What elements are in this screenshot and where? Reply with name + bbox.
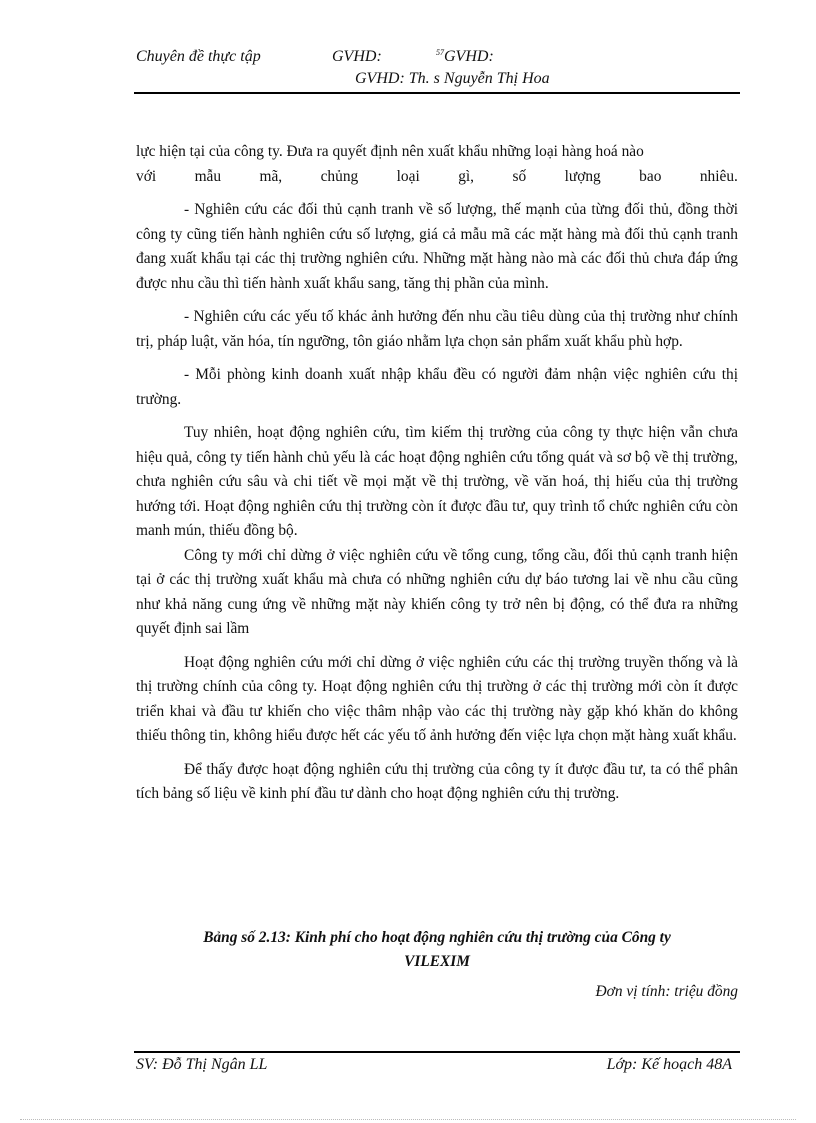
header-gvhd-2-wrap bbox=[436, 48, 494, 66]
table-caption-line-1: Bảng số 2.13: Kinh phí cho hoạt động nghiên cứu thị trường của Công ty bbox=[203, 929, 671, 946]
paragraph-1-word: loại bbox=[396, 167, 420, 185]
paragraph-1-word: bao bbox=[639, 167, 662, 185]
footer-divider bbox=[134, 1051, 740, 1053]
page-edge-dotted-line bbox=[20, 1119, 796, 1120]
paragraph-1-word: mẫu bbox=[194, 167, 222, 185]
paragraph-3: - Nghiên cứu các yếu tố khác ảnh hưởng đến nhu cầu tiêu dùng của thị trường như chính trị, pháp luật, văn hóa, tín ngưỡng, tôn giáo nhằm lựa chọn sản phẩm xuất khẩu phù hợp. bbox=[136, 308, 738, 350]
paragraph-5: Tuy nhiên, hoạt động nghiên cứu, tìm kiếm thị trường của công ty thực hiện vẫn chưa hiệu quả, công ty tiến hành chủ yếu là các hoạt động nghiên cứu tổng quát và sơ bộ về thị trường, chưa nghiên cứu sâu và chi tiết về mọi mặt về thị trường, về văn hoá, thị hiếu của thị trường hướng tới. Hoạt động nghiên cứu thị trường còn ít được đầu tư, quy trình tổ chức nghiên cứu còn manh mún, thiếu đồng bộ. bbox=[136, 424, 738, 539]
paragraph-1-word: số bbox=[512, 167, 527, 185]
paragraph-1-word: gì, bbox=[458, 167, 475, 185]
paragraph-1-line-1: lực hiện tại của công ty. Đưa ra quyết định nên xuất khẩu những loại hàng hoá nào bbox=[136, 143, 644, 160]
paragraph-1-line-2 bbox=[136, 165, 738, 190]
paragraph-4: - Mỗi phòng kinh doanh xuất nhập khẩu đều có người đảm nhận việc nghiên cứu thị trường. bbox=[136, 366, 738, 408]
paragraph-1-word: lượng bbox=[564, 167, 601, 185]
paragraph-1-word: nhiêu. bbox=[699, 167, 738, 185]
paragraph-1-word: mã, bbox=[259, 167, 283, 185]
paragraph-1-word: chủng bbox=[320, 167, 359, 185]
table-caption-line-2: VILEXIM bbox=[404, 953, 470, 970]
header-gvhd-1: GVHD: bbox=[332, 48, 382, 65]
paragraph-7: Hoạt động nghiên cứu mới chỉ dừng ở việc nghiên cứu các thị trường truyền thống và là thị trường chính của công ty. Hoạt động nghiên cứu thị trường ở các thị trường mới còn ít được triển khai và đầu tư khiến cho việc thâm nhập vào các thị trường này gặp khó khăn do không thiếu thông tin, không hiểu được hết các yếu tố ảnh hưởng đến việc lựa chọn mặt hàng xuất khẩu. bbox=[136, 653, 738, 744]
footer-student: SV: Đỗ Thị Ngân LL bbox=[136, 1056, 268, 1073]
paragraph-8: Để thấy được hoạt động nghiên cứu thị trường của công ty ít được đầu tư, ta có thể phân tích bảng số liệu về kinh phí đầu tư dành cho hoạt động nghiên cứu thị trường. bbox=[136, 760, 738, 802]
header-superscript: 57 bbox=[436, 48, 444, 57]
header-divider bbox=[134, 92, 740, 94]
paragraph-1-word: với bbox=[136, 167, 157, 185]
table-caption bbox=[136, 926, 738, 974]
header-title: Chuyên đề thực tập bbox=[136, 48, 261, 65]
header-gvhd-2: GVHD: bbox=[444, 48, 494, 65]
footer-class: Lớp: Kế hoạch 48A bbox=[606, 1056, 732, 1073]
page-header bbox=[136, 48, 746, 70]
paragraph-2: - Nghiên cứu các đối thủ cạnh tranh về số lượng, thế mạnh của từng đối thủ, đồng thời công ty cũng tiến hành nghiên cứu số lượng, giá cả mẫu mã các mặt hàng mà đối thủ cạnh tranh đang xuất khẩu tại các thị trường nghiên cứu. Những mặt hàng nào mà các đối thủ chưa đáp ứng được nhu cầu thì tiến hành xuất khẩu sang, tăng thị phần của mình. bbox=[136, 201, 738, 292]
document-body bbox=[136, 140, 738, 807]
header-supervisor: GVHD: Th. s Nguyễn Thị Hoa bbox=[355, 70, 550, 87]
paragraph-6: Công ty mới chỉ dừng ở việc nghiên cứu về tổng cung, tổng cầu, đối thủ cạnh tranh hiện tại ở các thị trường xuất khẩu mà chưa có những nghiên cứu dự báo tương lai về nhu cầu cũng như khả năng cung ứng về những mặt này khiến công ty trở nên bị động, có thể đưa ra những quyết định sai lầm bbox=[136, 546, 738, 637]
unit-note: Đơn vị tính: triệu đồng bbox=[595, 983, 738, 1000]
